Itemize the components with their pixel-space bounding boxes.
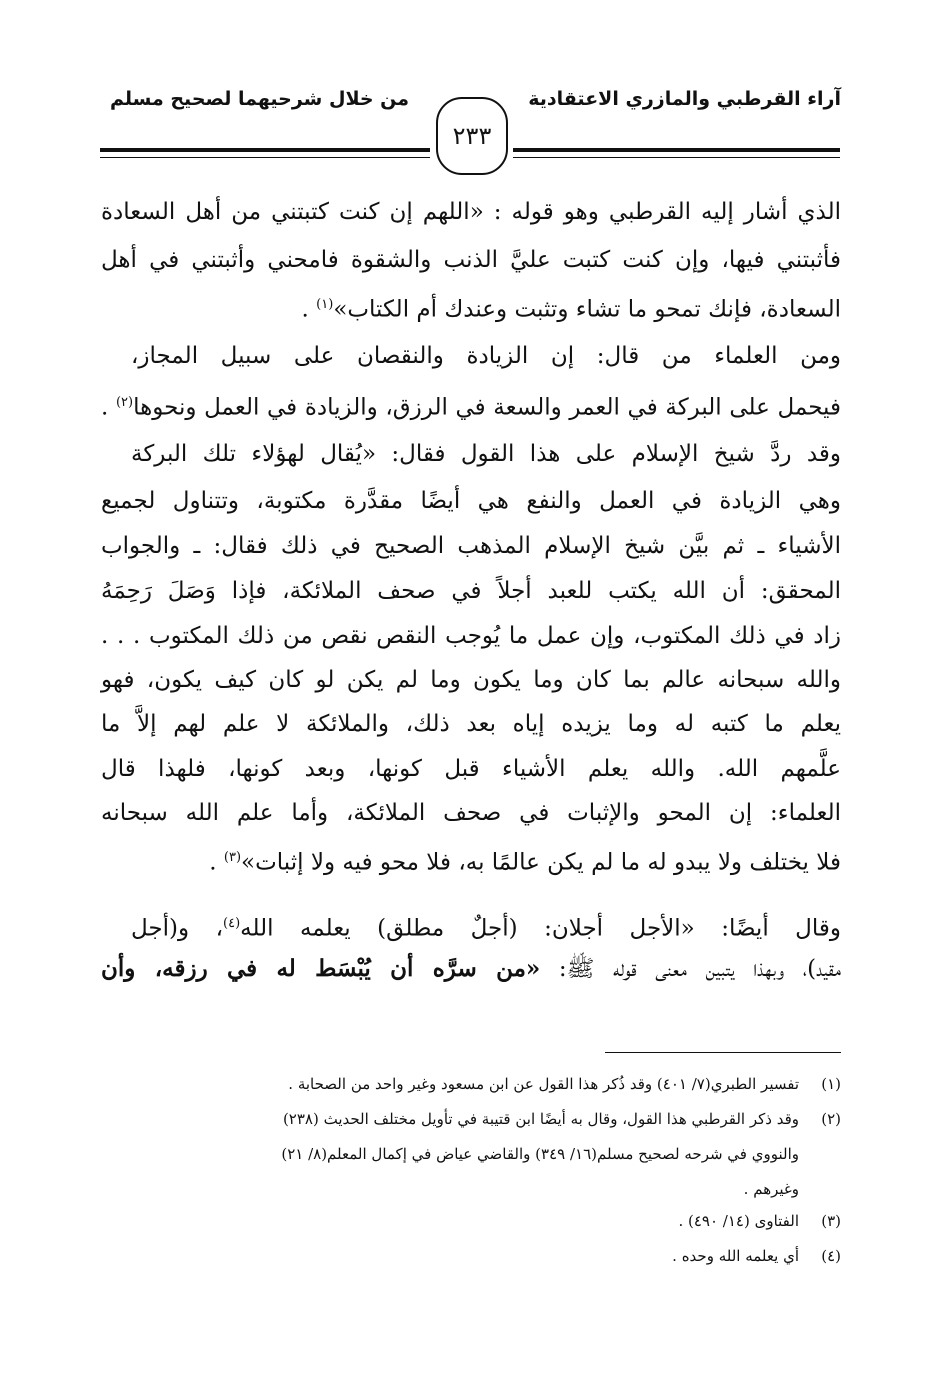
period: . xyxy=(301,296,317,323)
text-line: ومن العلماء من قال: إن الزيادة والنقصان على سبيل المجاز، xyxy=(131,343,841,369)
footnote-ref: (٢) xyxy=(115,395,134,410)
text-line: الأشياء ـ ثم بيَّن شيخ الإسلام المذهب الصحيح في ذلك فقال: ـ والجواب xyxy=(101,533,841,559)
text-line xyxy=(131,908,841,945)
period: . xyxy=(101,394,116,421)
text-line: والله سبحانه عالم بما كان وما يكون وما لم يكن لو كان كيف يكون، فهو xyxy=(101,667,841,693)
text-line: العلماء: إن المحو والإثبات في صحف الملائكة، وأما علم الله سبحانه xyxy=(101,800,841,826)
header-rule-right xyxy=(513,148,840,152)
text: السعادة، فإنك تمحو ما تشاء وتثبت وعندك أم الكتاب» xyxy=(333,296,841,323)
footnote-number: (٢) xyxy=(821,1110,841,1128)
footnote-2-continuation: والنووي في شرحه لصحيح مسلم(١٦/ ٣٤٩) والقاضي عياض في إكمال المعلم(٨/ ٢١) xyxy=(281,1145,799,1163)
header-rule-left xyxy=(100,148,430,152)
text: فيحمل على البركة في العمر والسعة في الرزق، والزيادة في العمل ونحوها xyxy=(133,394,841,421)
footnote-number: (٤) xyxy=(821,1247,841,1265)
header-subtitle: من خلال شرحيهما لصحيح مسلم xyxy=(110,88,410,110)
header-rule-left-thin xyxy=(100,157,430,158)
footnote-1 xyxy=(101,1073,841,1095)
text: ، و(أجل xyxy=(131,915,224,942)
period: . xyxy=(209,849,224,876)
footnote-number: (١) xyxy=(821,1075,841,1093)
text-line: وقد ردَّ شيخ الإسلام على هذا القول فقال: «يُقال لهؤلاء تلك البركة xyxy=(131,441,841,467)
text: وقال أيضًا: «الأجل أجلان: (أجلٌ مطلق) يعلمه الله xyxy=(240,915,842,942)
footnote-3 xyxy=(101,1210,841,1232)
footnote-ref: (١) xyxy=(316,297,334,312)
text-line xyxy=(101,953,841,985)
footnote-ref: (٤) xyxy=(223,916,241,931)
header-rule-right-thin xyxy=(513,157,840,158)
text: فلا يختلف ولا يبدو له ما لم يكن عالمًا به، فلا محو فيه ولا إثبات» xyxy=(241,849,841,876)
footnote-2 xyxy=(101,1108,841,1130)
footnote-ref: (٣) xyxy=(223,850,242,865)
text-line xyxy=(101,289,841,326)
text-line: زاد في ذلك المكتوب، وإن عمل ما يُوجب النقص نقص من ذلك المكتوب . . . xyxy=(101,623,841,649)
footnote-text: الفتاوى (١٤/ ٤٩٠) . xyxy=(678,1212,799,1230)
footnote-number: (٣) xyxy=(821,1212,841,1230)
text-line: فأثبتني فيها، وإن كنت كتبت عليَّ الذنب والشقوة فامحني وأثبتني في أهل xyxy=(101,247,841,273)
hadith-quote: «من سرَّه أن يُبْسَط له في رزقه، وأن xyxy=(101,955,541,982)
footnote-text: تفسير الطبري(٧/ ٤٠١) وقد ذُكر هذا القول عن ابن مسعود وغير واحد من الصحابة . xyxy=(288,1075,799,1093)
text-line: الذي أشار إليه القرطبي وهو قوله : «اللهم إن كنت كتبتني من أهل السعادة xyxy=(101,199,841,225)
text-line: المحقق: أن الله يكتب للعبد أجلاً في صحف الملائكة، فإذا وَصَلَ رَحِمَهُ xyxy=(101,578,841,604)
footnote-text: أي يعلمه الله وحده . xyxy=(672,1247,799,1265)
text-line: وهي الزيادة في العمل والنفع هي أيضًا مقدَّرة مكتوبة، وتتناول لجميع xyxy=(101,488,841,514)
header-book-title: آراء القرطبي والمازري الاعتقادية xyxy=(528,88,841,110)
page-number: ٢٣٣ xyxy=(436,97,508,175)
text-line xyxy=(101,842,841,879)
text-line xyxy=(101,387,841,424)
text: مقيد)، وبهذا يتبين معنى قوله ﷺ: xyxy=(540,956,841,982)
footnote-text: وقد ذكر القرطبي هذا القول، وقال به أيضًا ابن قتيبة في تأويل مختلف الحديث (٢٣٨) xyxy=(282,1110,799,1128)
text-line: علَّمهم الله. والله يعلم الأشياء قبل كونها، وبعد كونها، فلهذا قال xyxy=(101,756,841,782)
footnote-4 xyxy=(101,1245,841,1267)
footnote-separator xyxy=(605,1052,841,1053)
footnote-2-continuation: وغيرهم . xyxy=(743,1180,799,1198)
text-line: يعلم ما كتبه له وما يزيده إياه بعد ذلك، والملائكة لا علم لهم إلاَّ ما xyxy=(101,711,841,737)
